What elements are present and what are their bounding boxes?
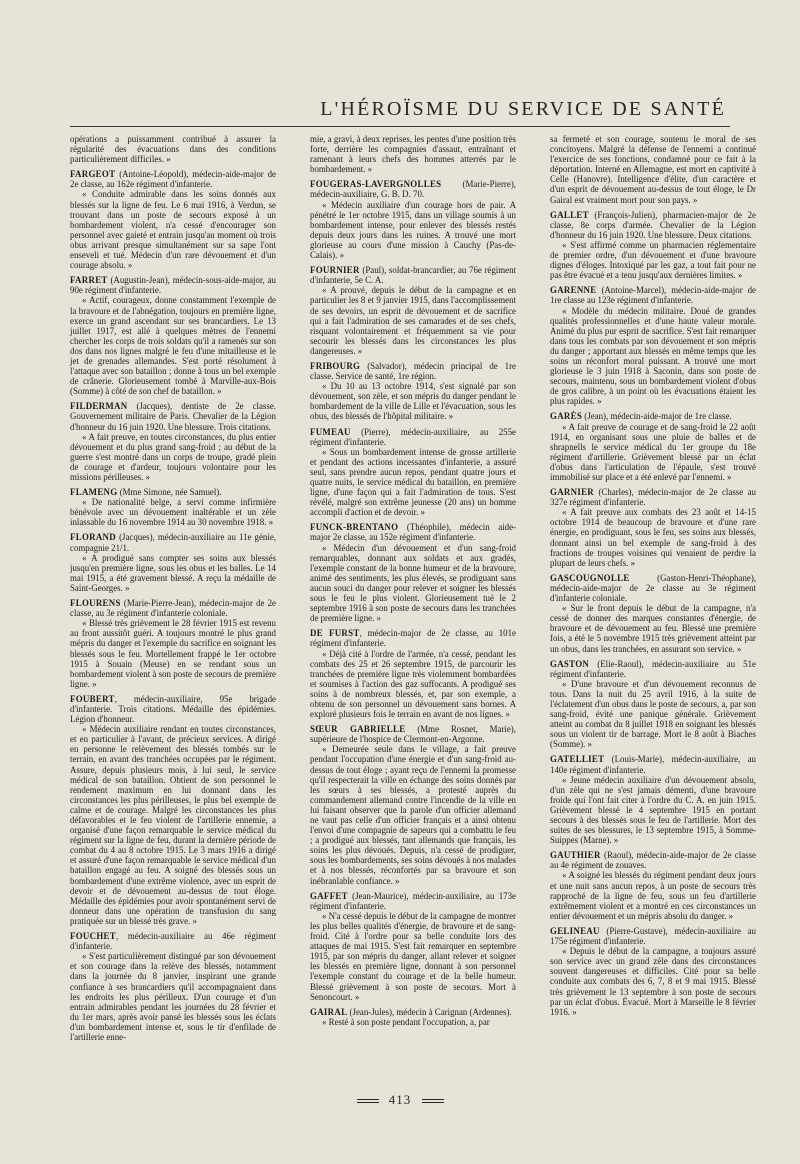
person-name: FUMEAU	[310, 426, 351, 437]
person-details: (Paul), soldat-brancardier, au 76e régiment d'infanterie, 5e C. A.	[310, 265, 516, 286]
citation-text: « A prouvé, depuis le début de la campagne et en particulier les 8 et 9 janvier 1915, dans l'accomplissement de ses devoirs, un esprit de dévouement et de sacrifice qui a fait l'admiration de ses camarades et de ses chefs, risquant volontairement et fréquemment sa vie pour secourir les blessés dans les circonstances les plus dangereuses. »	[310, 285, 516, 356]
citation-text: « Demeurée seule dans le village, a fait preuve pendant l'occupation d'une énergie et d'un sang-froid au-dessus de tout éloge ; ayant reçu de l'ennemi la promesse qu'il respecterait la ville en échange des soins donnés par les sœurs à ses blessés, a protesté auprès du commandement allemand contre l'incendie de la ville en lui faisant observer que la parole d'un officier allemand ne vaut pas celle d'un officier français et a ainsi obtenu l'envoi d'une compagnie de sapeurs qui a combattu le feu ; a prodigué aux blessés, tant allemands que français, les soins les plus dévoués. Depuis, n'a cessé de prodiguer, sous les bombardements, ses soins dévoués à nos malades et à nos blessés, réconfortés par sa bravoure et son inébranlable confiance. »	[310, 744, 516, 886]
citation-text: « Resté à son poste pendant l'occupation, a, par	[322, 1016, 490, 1027]
person-name: FLAMENG	[70, 487, 118, 498]
citation-entry	[310, 179, 516, 260]
citation-text: « A prodigué sans compter ses soins aux blessés jusqu'en première ligne, sous les obus et les balles. Le 14 mai 1915, a été gravement blessé. A reçu la médaille de Saint-Georges. »	[70, 552, 276, 593]
citation-text: « A fait preuve, en toutes circonstances, du plus entier dévouement et du plus grand sang-froid ; au début de la guerre s'est montré dans un corps de troupe, gradé plein de courage et d'ardeur, toujours volontaire pour les missions périlleuses. »	[70, 431, 276, 482]
citation-entry	[70, 134, 276, 164]
entry-heading	[310, 1007, 516, 1017]
citation-text: « A fait preuve aux combats des 23 août et 14-15 octobre 1914 de beaucoup de bravoure et d'une rare énergie, en prodiguant, sous le feu, ses soins aux blessés, donnant ainsi un bel exemple de sang-froid à des fractions de troupes voisines qui venaient de perdre la plupart de leurs chefs. »	[550, 507, 756, 568]
citation-text: « Du 10 au 13 octobre 1914, s'est signalé par son dévouement, son zèle, et son mépris du danger pendant le bombardement de la ville de Lille et l'évacuation, sous les obus, des blessés de l'hôpital militaire. »	[310, 381, 516, 422]
citation-entry	[550, 754, 756, 845]
person-name: GELINEAU	[550, 925, 600, 936]
person-details: (Gaston-Henri-Théophane), médecin-aide-major de 2e classe au 3e régiment d'infanterie coloniale.	[550, 572, 756, 604]
entry-heading	[310, 179, 516, 199]
person-name: GASTON	[550, 658, 590, 669]
entry-heading	[550, 659, 756, 679]
citation-entry	[70, 532, 276, 593]
entry-heading	[550, 926, 756, 946]
person-name: GAUTHIER	[550, 850, 601, 861]
person-details: (Mme Rosnet, Marie), supérieure de l'hospice de Clermont-en-Argonne.	[310, 724, 516, 745]
citation-text: « D'une bravoure et d'un dévouement reconnus de tous. Dans la nuit du 25 avril 1916, à la suite de l'éclatement d'un obus dans le poste de secours, a, par son sang-froid, évité une panique générale. Grièvement atteint au combat du 8 juillet 1918 en soignant les blessés sous un violent tir de barrage. Mort le 8 août à Biaches (Somme). »	[550, 678, 756, 750]
citation-entry	[550, 659, 756, 750]
citation-entry	[310, 891, 516, 1002]
person-details: (Antoine-Marcel), médecin-aide-major de 1re classe au 123e régiment d'infanterie.	[550, 285, 756, 306]
entry-heading	[310, 361, 516, 381]
citation-entry	[310, 522, 516, 623]
citation-entry	[550, 134, 756, 205]
person-details: (Pierre), médecin-auxiliaire, au 255e régiment d'infanterie.	[310, 426, 516, 447]
person-details: (Mme Simone, née Samuel).	[117, 487, 222, 498]
citation-entry	[310, 427, 516, 518]
citation-text: « Actif, courageux, donne constamment l'exemple de la bravoure et de l'abnégation, toujours en première ligne, exerce un grand ascendant sur ses brancardiers. Le 13 juillet 1917, est allé à quelques mètres de l'ennemi chercher les corps de trois soldats qu'il a ramenés sur son dos dans nos lignes malgré le feu d'une mitailleuse et le jet de grenades allemandes. S'est porté résolument à l'attaque avec son bataillon ; donne à tous un bel exemple de crânerie. Glorieusement tombé à Marville-aux-Bois (Somme) à côté de son chef de bataillon. »	[70, 295, 276, 397]
person-name: GAIRAL	[310, 1006, 348, 1017]
citation-text: « De nationalité belge, a servi comme infirmière bénévole avec un dévouement inaltérable et un zèle inlassable du 16 novembre 1914 au 30 novembre 1918. »	[70, 497, 276, 528]
person-name: FOUCHET	[70, 931, 116, 942]
person-details: (François-Julien), pharmacien-major de 2e classe, 8e corps d'armée. Chevalier de la Légion d'honneur du 16 juin 1920. Une blessure. Deux citations.	[550, 209, 756, 240]
person-name: GAFFET	[310, 890, 348, 901]
entry-heading	[70, 694, 276, 724]
person-name: GALLET	[550, 209, 589, 220]
citation-entry	[310, 265, 516, 356]
person-name: FOUBERT	[70, 693, 115, 704]
person-name: FLORAND	[70, 532, 116, 543]
citation-entry	[310, 628, 516, 719]
entry-heading	[310, 628, 516, 648]
person-details: (Jean-Jules), médecin à Carignan (Ardennes).	[347, 1006, 512, 1017]
entry-heading	[70, 169, 276, 189]
column-3	[550, 134, 756, 1092]
person-details: (Pierre-Gustave), médecin-auxiliaire au 175e régiment d'infanterie.	[550, 925, 756, 947]
citation-entry	[550, 487, 756, 568]
continued-text: sa fermeté et son courage, soutenu le moral de ses concitoyens. Malgré la défense de l'ennemi a continué l'exercice de ses fonctions, condamné pour ce fait à la déportation. Interné en Allemagne, est mort en captivité à Celle (Hanovre). Intelligence d'élite, d'un caractère et d'un esprit de dévouement au-dessus de tout éloge, le Dr Gairal est vraiment mort pour son pays. »	[550, 134, 756, 205]
entry-heading	[550, 850, 756, 870]
citation-entry	[70, 169, 276, 270]
person-details: (Salvador), médecin principal de 1re classe. Service de santé, 1re région.	[310, 360, 516, 382]
person-details: (Raoul), médecin-aide-major de 2e classe au 4e régiment de zouaves.	[550, 850, 756, 871]
person-details: (Marie-Pierre), médecin-auxiliaire, G. B. D. 70.	[310, 179, 516, 200]
person-details: (Jacques), médecin-auxiliaire au 11e génie, compagnie 21/1.	[70, 532, 276, 553]
entry-heading	[310, 891, 516, 911]
person-name: GASCOUGNOLLE	[550, 572, 630, 583]
citation-entry	[70, 931, 276, 1042]
citation-entry	[310, 361, 516, 422]
citation-text: « Depuis le début de la campagne, a toujours assuré son service avec un grand zèle dans des circonstances souvent dangereuses et difficiles. Cité pour sa belle conduite aux combats des 6, 7, 8 et 9 mai 1915. Blessé très grièvement le 13 septembre à son poste de secours par un éclat d'obus. Évacué. Mort à Marseille le 8 février 1916. »	[550, 946, 756, 1017]
citation-entry	[550, 850, 756, 921]
person-details: , médecin-auxiliaire au 46e régiment d'infanterie.	[70, 931, 276, 952]
citation-entry	[550, 573, 756, 654]
column-2	[310, 134, 516, 1092]
person-name: GARÈS	[550, 411, 583, 422]
citation-text: « A fait preuve de courage et de sang-froid le 22 août 1914, en organisant sous une pluie de balles et de shrapnells le service médical du 1er groupe du 18e régiment d'artillerie. Grièvement blessé par un éclat d'obus dans l'articulation de l'épaule, s'est trouvé immobilisé sur place et a été enlevé par l'ennemi. »	[550, 421, 756, 482]
person-name: FUNCK-BRENTANO	[310, 522, 399, 533]
entry-heading	[70, 487, 276, 497]
citation-entry	[70, 598, 276, 689]
continued-text: opérations a puissamment contribué à assurer la régularité des évacuations dans des conditions particulièrement difficiles. »	[70, 134, 276, 165]
entry-heading	[70, 275, 276, 295]
entry-heading	[310, 724, 516, 744]
person-details: (Elie-Raoul), médecin-auxiliaire au 51e régiment d'infanterie.	[550, 658, 756, 679]
entry-heading	[550, 487, 756, 507]
entry-heading	[310, 522, 516, 542]
entry-heading	[310, 265, 516, 285]
person-name: FARGEOT	[70, 169, 116, 180]
citation-text: « Médecin auxiliaire d'un courage hors de pair. A pénétré le 1er octobre 1915, dans un village soumis à un bombardement intense, pour enlever des blessés restés depuis deux jours dans les ruines. A trouvé une mort glorieuse au cours d'une mission à Cauchy (Pas-de-Calais). »	[310, 199, 516, 261]
page-number: 413	[388, 1092, 412, 1107]
person-name: FLOURENS	[70, 598, 121, 609]
person-name: GARENNE	[550, 285, 597, 296]
citation-entry	[310, 1007, 516, 1027]
footer-rule-left	[357, 1099, 379, 1103]
entry-heading	[70, 532, 276, 552]
person-details: (Théophile), médecin aide-major 2e classe, au 152e régiment d'infanterie.	[310, 522, 516, 543]
entry-heading	[550, 285, 756, 305]
entry-heading	[70, 598, 276, 618]
citation-text: « N'a cessé depuis le début de la campagne de montrer les plus belles qualités d'énergie, de bravoure et de sang-froid. Cité à l'ordre pour sa belle conduite lors des attaques de mai 1915. S'est fait remarquer en septembre 1915, par son mépris du danger, allant relever et soigner les blessés en première ligne, donnant à son personnel l'exemple constant du courage et de la belle humeur. Blessé grièvement à son poste de secours. Mort à Senoncourt. »	[310, 910, 516, 1002]
citation-text: « Médecin auxiliaire rendant en toutes circonstances, et en particulier à l'avant, de précieux services. A dirigé en personne le relèvement des blessés tombés sur le terrain, en avant des tranchées occupées par le régiment. Assure, depuis plusieurs mois, à lui seul, le service médical de son bataillon. Obtient de son personnel le rendement maximum en lui donnant dans les circonstances les plus périlleuses, le plus bel exemple de calme et de courage. Malgré les circonstances les plus défavorables et le feu violent de l'artillerie ennemie, a organisé d'une façon remarquable le service médical du régiment sur la ligne de feu, durant la dernière période de combat du 4 au 8 octobre 1915. Le 3 mars 1916 a dirigé et assuré d'une façon remarquable le service médical d'un bataillon engagé au feu. A soigné des blessés sous un bombardement d'une extrême violence, avec un esprit de devoir et de dévouement au-dessus de tout éloge. Médaille des épidémies pour avoir spontanément servi de donneur dans une opération de transfusion du sang pratiquée sur un blessé très grave. »	[70, 724, 276, 926]
citation-text: « A soigné les blessés du régiment pendant deux jours et une nuit sans aucun repos, à un poste de secours très rapproché de la ligne de feu, sous un feu d'artillerie extrêmement violent et a montré en ces circonstances un entier dévouement et un mépris absolu du danger. »	[550, 870, 756, 921]
running-header	[70, 90, 730, 127]
citation-entry	[550, 285, 756, 406]
entry-heading	[70, 401, 276, 431]
person-details: (Augustin-Jean), médecin-sous-aide-major, au 90e régiment d'infanterie.	[70, 275, 276, 296]
citation-entry	[70, 401, 276, 482]
entry-heading	[550, 411, 756, 421]
entry-heading	[70, 931, 276, 951]
entry-heading	[310, 427, 516, 447]
person-name: FARRET	[70, 275, 108, 286]
person-details: , médecin-major de 2e classe, au 101e régiment d'infanterie.	[310, 628, 516, 649]
person-name: FOURNIER	[310, 265, 360, 276]
page-footer	[0, 1092, 800, 1108]
citation-entry	[310, 134, 516, 174]
citation-text: « S'est particulièrement distingué par son dévouement et son courage dans la relève des blessés, notamment dans la journée du 8 janvier, inspirant une grande confiance à ses brancardiers qu'il accompagnaient dans les endroits les plus périlleux. D'un courage et d'un entrain admirables pendant les journées du 28 février et du 1er mars, après avoir pansé les blessés sous les éclats d'un bombardement intense et, sous le tir d'enfilade de l'artillerie enne-	[70, 951, 276, 1042]
citation-entry	[550, 926, 756, 1017]
citation-text: « Sur le front depuis le début de la campagne, n'a cessé de donner des marques constantes d'énergie, de bravoure et de dévouement au feu. Blessé une première fois, a été le 5 novembre 1915 très grièvement atteint par un obus, dans les tranchées, en assurant son service. »	[550, 603, 756, 654]
person-name: GATELLIET	[550, 754, 605, 765]
text-columns	[70, 134, 756, 1092]
person-name: FOUGERAS-LAVERGNOLLES	[310, 179, 442, 190]
person-details: (Jean), médecin-aide-major de 1re classe.	[582, 411, 732, 422]
citation-entry	[550, 411, 756, 482]
person-details: , médecin-auxiliaire, 95e brigade d'infanterie. Trois citations. Médaille des épidémies. Légion d'honneur.	[70, 693, 276, 725]
entry-heading	[550, 210, 756, 240]
person-name: SŒUR GABRIELLE	[310, 724, 406, 735]
person-name: DE FURST	[310, 628, 360, 639]
entry-heading	[550, 573, 756, 603]
person-details: (Charles), médecin-major de 2e classe au 327e régiment d'infanterie.	[550, 487, 756, 508]
citation-text: « Conduite admirable dans les soins donnés aux blessés sur la ligne de feu. Le 6 mai 1916, à Verdun, se trouvant dans un poste de secours exposé à un bombardement violent, n'a cessé d'encourager son personnel avec gaieté et entrain jusqu'au moment où trois obus arrivant presque simultanément sur sa sape l'ont enseveli et tué. Médecin d'un rare dévouement et d'un courage absolu. »	[70, 189, 276, 271]
person-details: (Jacques), dentiste de 2e classe. Gouvernement militaire de Paris. Chevalier de la Légion d'honneur du 16 juin 1920. Une blessure. Trois citations.	[70, 401, 276, 432]
citation-entry	[70, 275, 276, 396]
person-name: FRIBOURG	[310, 360, 361, 371]
person-details: (Louis-Marie), médecin-auxiliaire, au 140e régiment d'infanterie.	[550, 754, 756, 775]
person-name: GARNIER	[550, 487, 595, 498]
column-1	[70, 134, 276, 1092]
citation-entry	[70, 694, 276, 926]
citation-text: « Sous un bombardement intense de grosse artillerie et pendant des actions incessantes d'infanterie, a assuré seul, sans prendre aucun repos, pendant quatre jours et quatre nuits, le service médical du bataillon, en première ligne, d'une façon qui a fait l'admiration de tous. S'est révélé, malgré son extrême jeunesse (20 ans) un homme accompli d'action et de devoir. »	[310, 446, 516, 518]
footer-rule-right	[422, 1099, 444, 1103]
citation-entry	[70, 487, 276, 527]
person-name: FILDERMAN	[70, 401, 128, 412]
person-details: (Antoine-Léopold), médecin-aide-major de 2e classe, au 162e régiment d'infanterie.	[70, 169, 276, 190]
citation-entry	[310, 724, 516, 886]
citation-text: « Jeune médecin auxiliaire d'un dévouement absolu, d'un zèle qui ne s'est jamais démenti, d'une bravoure froide qui l'ont fait citer à l'ordre du C. A. en juin 1915. Grièvement blessé le 4 septembre 1915 en portant secours à des blessés sous le feu de l'artillerie. Mort des suites de ses blessures, le 13 septembre 1915, à Somme-Suippes (Marne). »	[550, 774, 756, 846]
citation-text: « Blessé très grièvement le 28 février 1915 est revenu au front aussitôt guéri. A toujours montré le plus grand mépris du danger et l'exemple du sacrifice en soignant les blessés sous le feu. Mortellement frappé le 1er octobre 1915 à Souain (Meuse) en se rendant sous un bombardement violent à son poste de secours de première ligne. »	[70, 618, 276, 689]
person-details: (Marie-Pierre-Jean), médecin-major de 2e classe, au 3e régiment d'infanterie coloniale.	[70, 598, 276, 619]
continued-text: mie, a gravi, à deux reprises, les pentes d'une position très forte, derrière les compagnies d'assaut, entraînant et ramenant à leurs chefs des hommes atterrés par le bombardement. »	[310, 134, 516, 175]
person-details: (Jean-Maurice), médecin-auxiliaire, au 173e régiment d'infanterie.	[310, 890, 516, 911]
citation-text: « Déjà cité à l'ordre de l'armée, n'a cessé, pendant les combats des 25 et 26 septembre 1915, de parcourir les tranchées de première ligne très violemment bombardées et soumises à l'action des gaz suffocants. A prodigué ses soins à de nombreux blessés, et, par son exemple, a obtenu de son personnel un dévouement sans bornes. A exploré plusieurs fois le terrain en avant de nos lignes. »	[310, 648, 516, 720]
citation-text: « Modèle du médecin militaire. Doué de grandes qualités professionnelles et d'une haute valeur morale. Animé du plus pur esprit de sacrifice. S'est fait remarquer dans tous les combats par son dévouement et son mépris du danger ; apportant aux blessés en même temps que les soins un réconfort moral puissant. A trouvé une mort glorieuse le 3 juin 1918 à Saconin, dans son poste de secours, maintenu, sous un bombardement violent d'obus de gros calibre, à un point où les évacuations étaient les plus rapides. »	[550, 305, 756, 407]
citation-entry	[550, 210, 756, 281]
citation-text: « S'est affirmé comme un pharmacien réglementaire de premier ordre, d'un dévouement et d'une bravoure dignes d'éloges. Intoxiqué par les gaz, a tout fait pour ne pas être évacué et a tenu jusqu'aux dernières limites. »	[550, 239, 756, 281]
entry-heading	[550, 754, 756, 774]
citation-text: « Médecin d'un dévouement et d'un sang-froid remarquables, donnant aux soldats et aux gradés, l'exemple constant de la bonne humeur et de la bravoure, animé des sentiments, les plus élevés, se prodiguant sans aucun souci du danger pour relever et soigner les blessés sous le feu le plus violent. Glorieusement tué le 2 septembre 1916 à son poste de secours dans les tranchées de première ligne. »	[310, 542, 516, 624]
header-title: L'HÉROÏSME DU SERVICE DE SANTÉ	[320, 98, 726, 120]
